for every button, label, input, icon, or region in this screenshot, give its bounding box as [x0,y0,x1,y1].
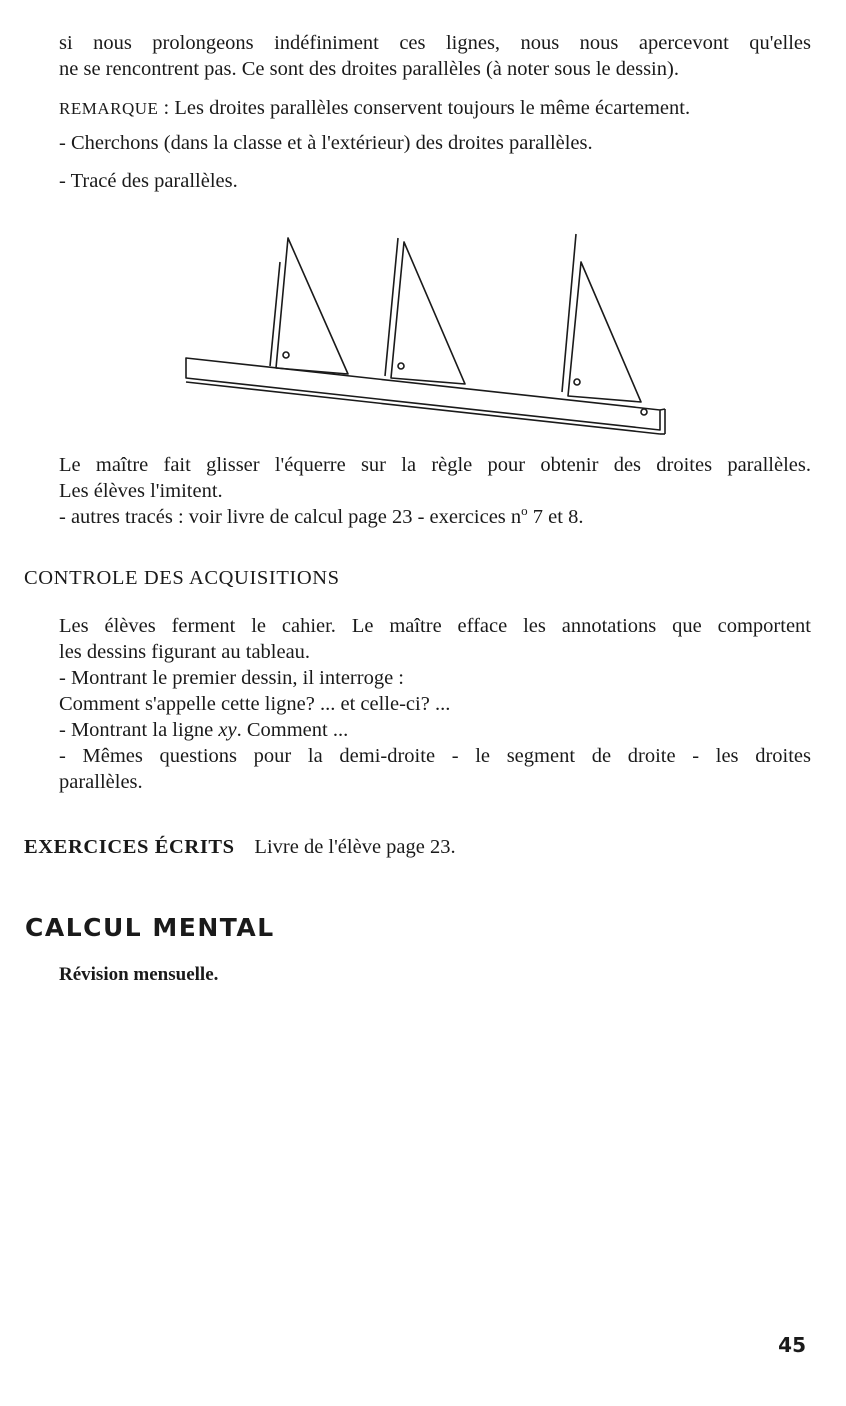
ruler [186,358,665,434]
set-square-ruler-figure [180,228,680,440]
parallel-line-1 [270,262,280,366]
set-square-3-triangle [568,262,641,402]
set-square-1-triangle [276,238,348,374]
controle-paragraph [59,613,811,795]
bullet-search [59,130,811,156]
controle-line-1: Les élèves ferment le cahier. Le maître efface les annotations que comportent [59,615,811,637]
ruler-edge-line [186,382,660,434]
controle-line-7: parallèles. [59,771,143,793]
exercices-heading: EXERCICES ÉCRITS [24,836,235,858]
intro-line-2: ne se rencontrent pas. Ce sont des droites parallèles (à noter sous le dessin). [59,58,679,80]
set-square-1 [270,238,348,374]
remark-label: REMARQUE [59,99,159,118]
intro-paragraph [59,30,811,82]
controle-line-2: les dessins figurant au tableau. [59,641,311,663]
caption-line-3-post: 7 et 8. [527,506,584,528]
intro-line-1: si nous prolongeons indéfiniment ces lignes, nous nous apercevont qu'elles [59,32,811,54]
set-square-2 [385,238,465,384]
caption-line-3 [59,504,811,530]
controle-line-3: - Montrant le premier dessin, il interroge : [59,667,404,689]
ruler-hole [641,409,647,415]
exercices-line [24,836,456,859]
exercices-text: Livre de l'élève page 23. [254,836,456,858]
remark-line [59,95,811,122]
set-square-2-hole [398,363,404,369]
bullet-search-text: - Cherchons (dans la classe et à l'extérieur) des droites parallèles. [59,132,593,154]
calcul-mental-title: CALCUL MENTAL [25,913,275,942]
controle-line-5-post: . Comment ... [236,719,349,741]
parallel-line-3 [562,234,576,392]
controle-heading: CONTROLE DES ACQUISITIONS [24,567,340,589]
caption-line-1: Le maître fait glisser l'équerre sur la règle pour obtenir des droites parallèles. [59,454,811,476]
controle-line-5-pre: - Montrant la ligne [59,719,219,741]
caption-line-2: Les élèves l'imitent. [59,480,223,502]
figure-caption [59,452,811,530]
page-number: 45 [778,1333,806,1357]
controle-line-5-var: xy [218,719,237,741]
controle-line-5 [59,717,811,743]
parallel-line-2 [385,238,398,376]
set-square-3 [562,234,641,402]
controle-line-6: - Mêmes questions pour la demi-droite - le segment de droite - les droites [59,745,811,767]
bullet-trace [59,168,811,194]
bullet-trace-text: - Tracé des parallèles. [59,170,238,192]
ruler-face [186,358,660,430]
calcul-mental-subtitle: Révision mensuelle. [59,964,219,985]
controle-line-4: Comment s'appelle cette ligne? ... et celle-ci? ... [59,693,451,715]
remark-paragraph [59,95,811,122]
caption-line-3-sup: o [521,503,528,519]
caption-line-3-pre: - autres tracés : voir livre de calcul page 23 - exercices n [59,506,522,528]
set-square-1-hole [283,352,289,358]
remark-text: : Les droites parallèles conservent toujours le même écartement. [158,97,691,119]
set-square-3-hole [574,379,580,385]
